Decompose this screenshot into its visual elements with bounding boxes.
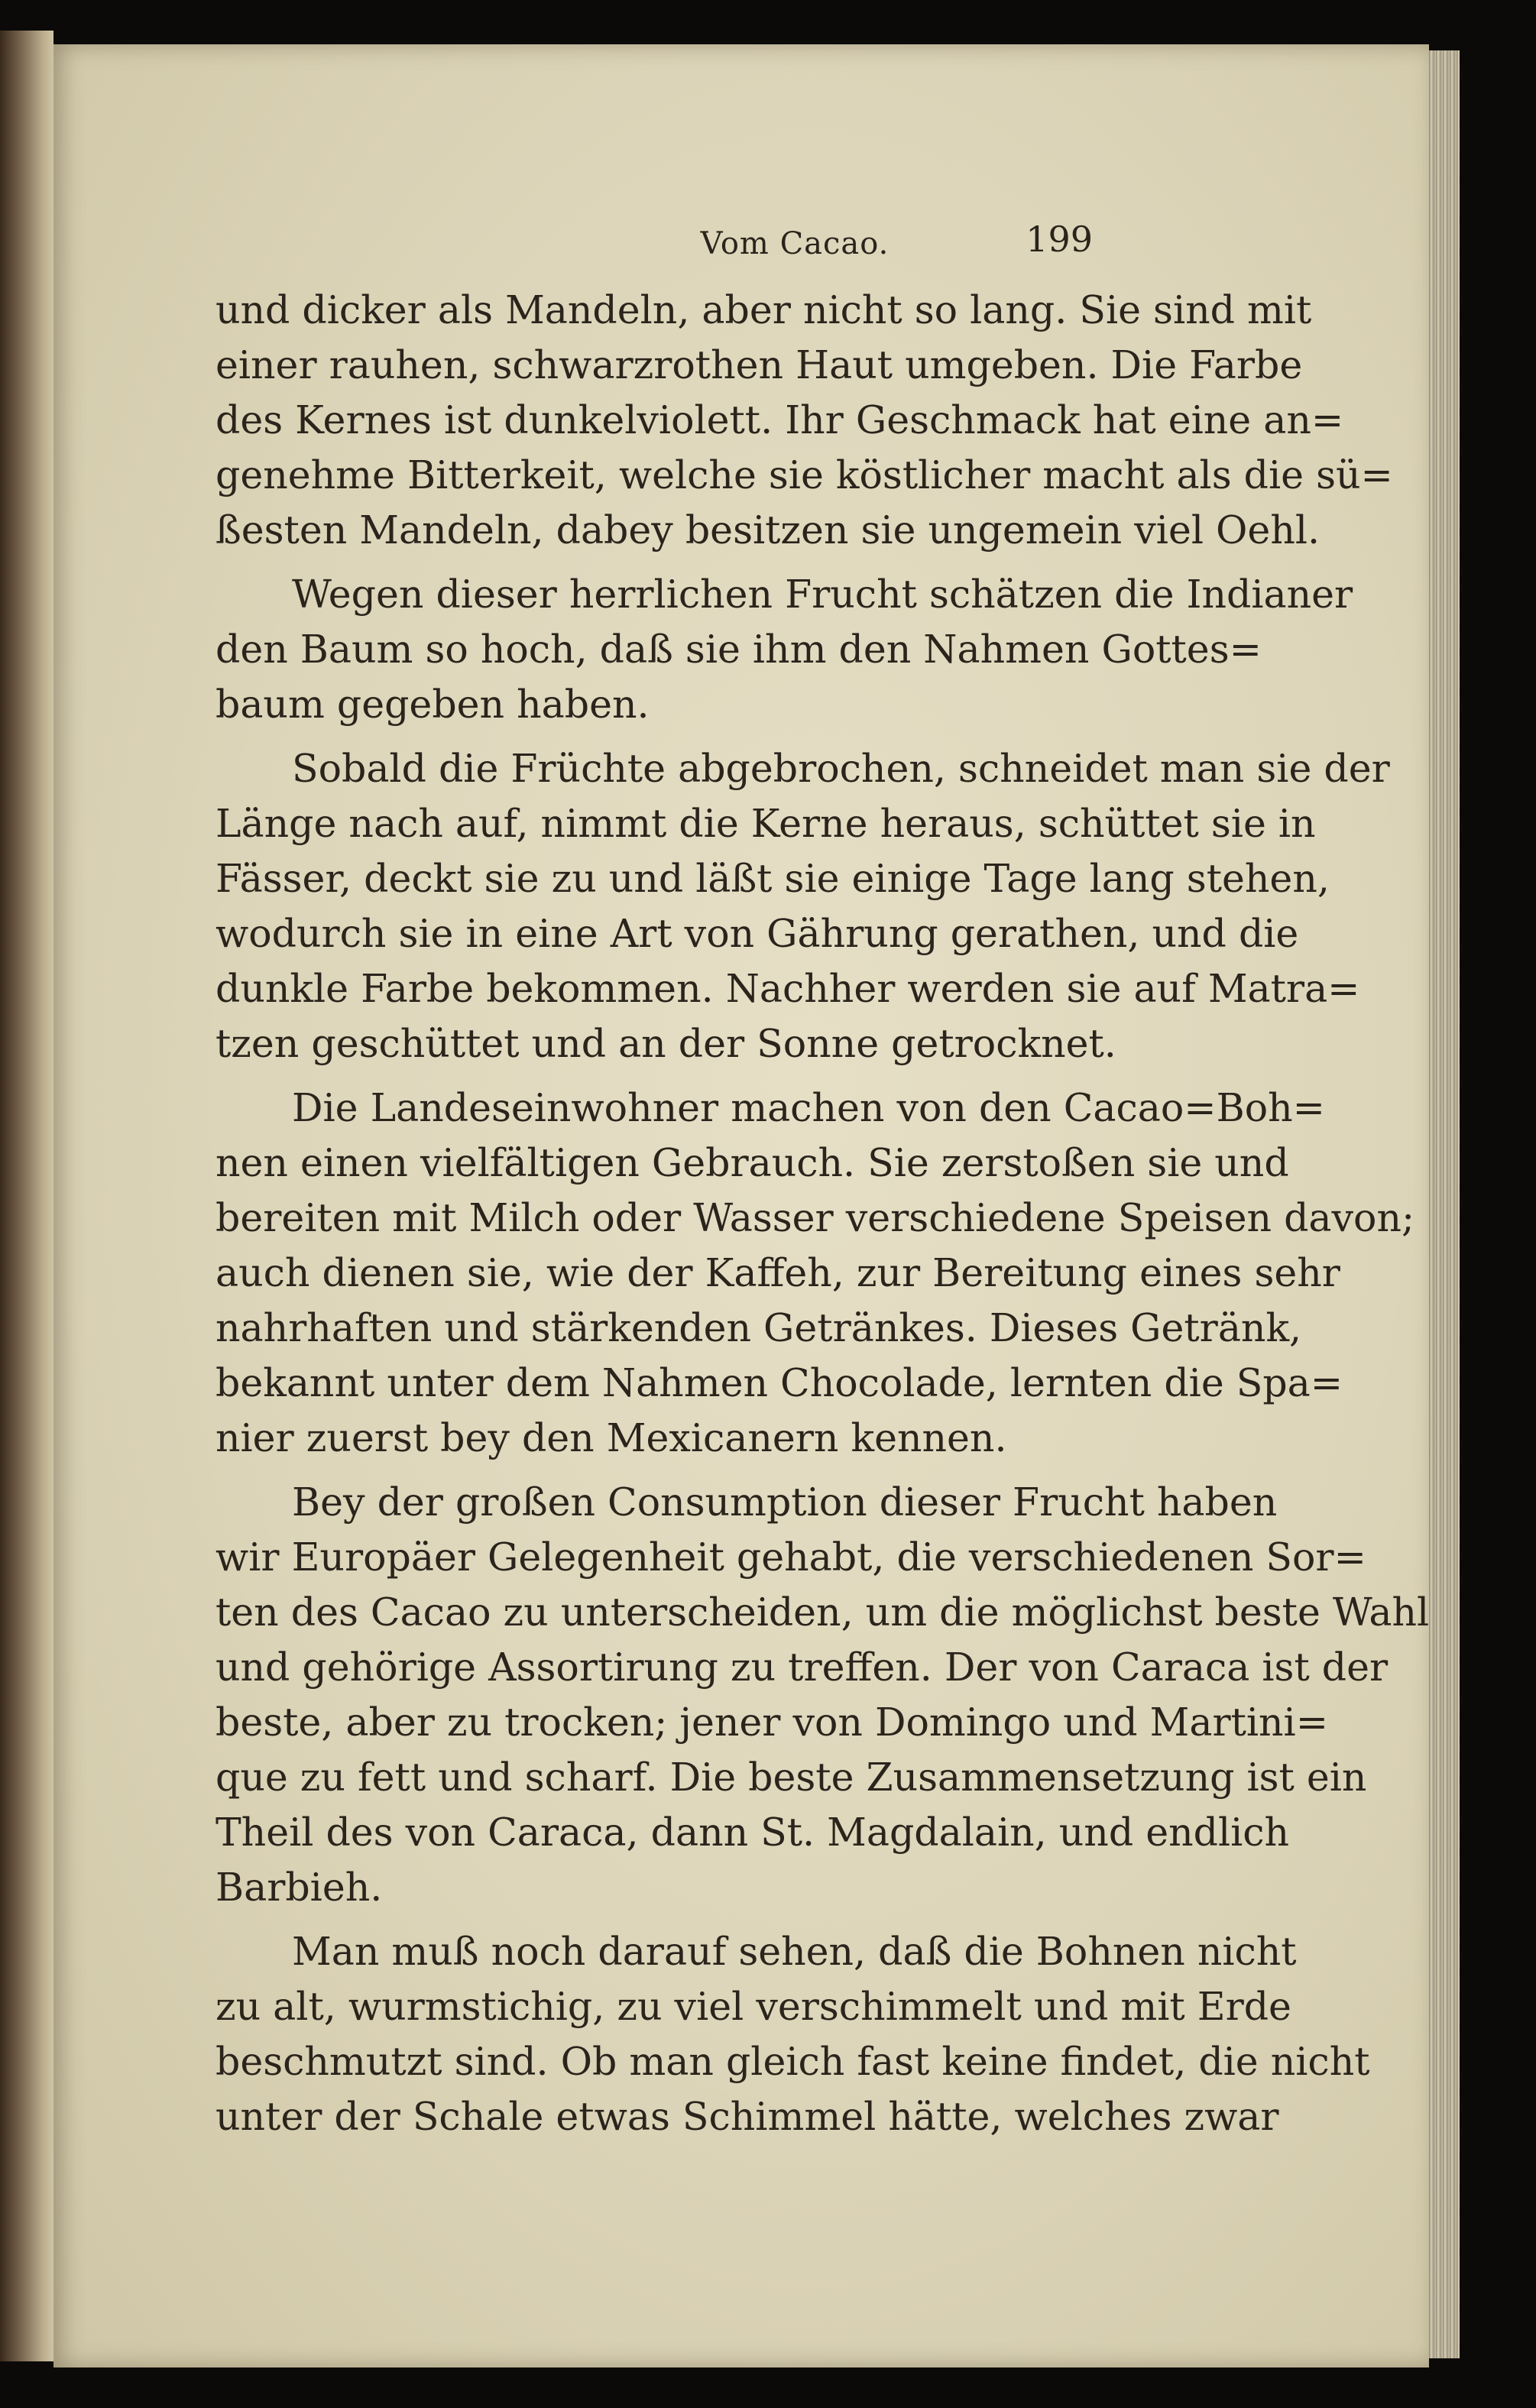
running-head: Vom Cacao. bbox=[700, 226, 890, 261]
text-line: auch dienen sie, wie der Kaffeh, zur Bereitung eines sehr bbox=[215, 1250, 1340, 1295]
text-line: wodurch sie in eine Art von Gährung gerathen, und die bbox=[215, 911, 1299, 956]
text-line: wir Europäer Gelegenheit gehabt, die verschiedenen Sor= bbox=[215, 1535, 1366, 1580]
text-line: Wegen dieser herrlichen Frucht schätzen die Indianer bbox=[292, 572, 1353, 617]
text-line: baum gegeben haben. bbox=[215, 682, 650, 727]
text-line: Sobald die Früchte abgebrochen, schneidet man sie der bbox=[292, 746, 1390, 791]
text-line: und gehörige Assortirung zu treffen. Der von Caraca ist der bbox=[215, 1645, 1389, 1690]
text-line: bekannt unter dem Nahmen Chocolade, lernten die Spa= bbox=[215, 1360, 1343, 1405]
text-line: nier zuerst bey den Mexicanern kennen. bbox=[215, 1415, 1007, 1460]
body-text bbox=[215, 283, 1430, 2144]
text-line: beschmutzt sind. Ob man gleich fast keine findet, die nicht bbox=[215, 2039, 1370, 2084]
paragraph-gap bbox=[215, 1071, 1218, 1081]
text-line: Man muß noch darauf sehen, daß die Bohnen nicht bbox=[292, 1929, 1297, 1974]
paragraph-gap bbox=[215, 732, 1218, 741]
text-line: nen einen vielfältigen Gebrauch. Sie zerstoßen sie und bbox=[215, 1140, 1289, 1185]
text-line: ten des Cacao zu unterscheiden, um die möglichst beste Wahl bbox=[215, 1590, 1430, 1635]
text-line: Theil des von Caraca, dann St. Magdalain, und endlich bbox=[215, 1810, 1290, 1855]
text-line: und dicker als Mandeln, aber nicht so lang. Sie sind mit bbox=[215, 287, 1312, 332]
text-line: dunkle Farbe bekommen. Nachher werden sie auf Matra= bbox=[215, 966, 1360, 1011]
text-line: unter der Schale etwas Schimmel hätte, welches zwar bbox=[215, 2094, 1279, 2139]
text-line: bereiten mit Milch oder Wasser verschiedene Speisen davon; bbox=[215, 1195, 1414, 1240]
text-line: Länge nach auf, nimmt die Kerne heraus, schüttet sie in bbox=[215, 801, 1316, 846]
text-line: Bey der großen Consumption dieser Frucht haben bbox=[292, 1479, 1278, 1525]
page-header bbox=[53, 219, 1429, 280]
text-line: que zu fett und scharf. Die beste Zusammensetzung ist ein bbox=[215, 1755, 1367, 1800]
text-line: tzen geschüttet und an der Sonne getrocknet. bbox=[215, 1021, 1116, 1066]
book-spine-left bbox=[0, 31, 53, 2361]
page-number: 199 bbox=[1026, 219, 1093, 260]
paragraph-gap bbox=[215, 1915, 1218, 1924]
text-line: nahrhaften und stärkenden Getränkes. Dieses Getränk, bbox=[215, 1305, 1302, 1350]
text-line: des Kernes ist dunkelviolett. Ihr Geschmack hat eine an= bbox=[215, 397, 1344, 442]
page-edges bbox=[1429, 50, 1460, 2358]
text-line: Die Landeseinwohner machen von den Cacao=Boh= bbox=[292, 1085, 1325, 1130]
text-line: genehme Bitterkeit, welche sie köstlicher macht als die sü= bbox=[215, 452, 1393, 497]
text-line: zu alt, wurmstichig, zu viel verschimmelt und mit Erde bbox=[215, 1984, 1291, 2029]
text-line: Barbieh. bbox=[215, 1865, 383, 1910]
paragraph-gap bbox=[215, 558, 1218, 567]
book-page bbox=[53, 44, 1429, 2367]
text-line: beste, aber zu trocken; jener von Domingo und Martini= bbox=[215, 1700, 1329, 1745]
text-line: Fässer, deckt sie zu und läßt sie einige Tage lang stehen, bbox=[215, 856, 1330, 901]
text-line: einer rauhen, schwarzrothen Haut umgeben. Die Farbe bbox=[215, 342, 1303, 387]
text-line: ßesten Mandeln, dabey besitzen sie ungemein viel Oehl. bbox=[215, 507, 1321, 553]
paragraph-gap bbox=[215, 1466, 1218, 1475]
text-line: den Baum so hoch, daß sie ihm den Nahmen Gottes= bbox=[215, 627, 1262, 672]
